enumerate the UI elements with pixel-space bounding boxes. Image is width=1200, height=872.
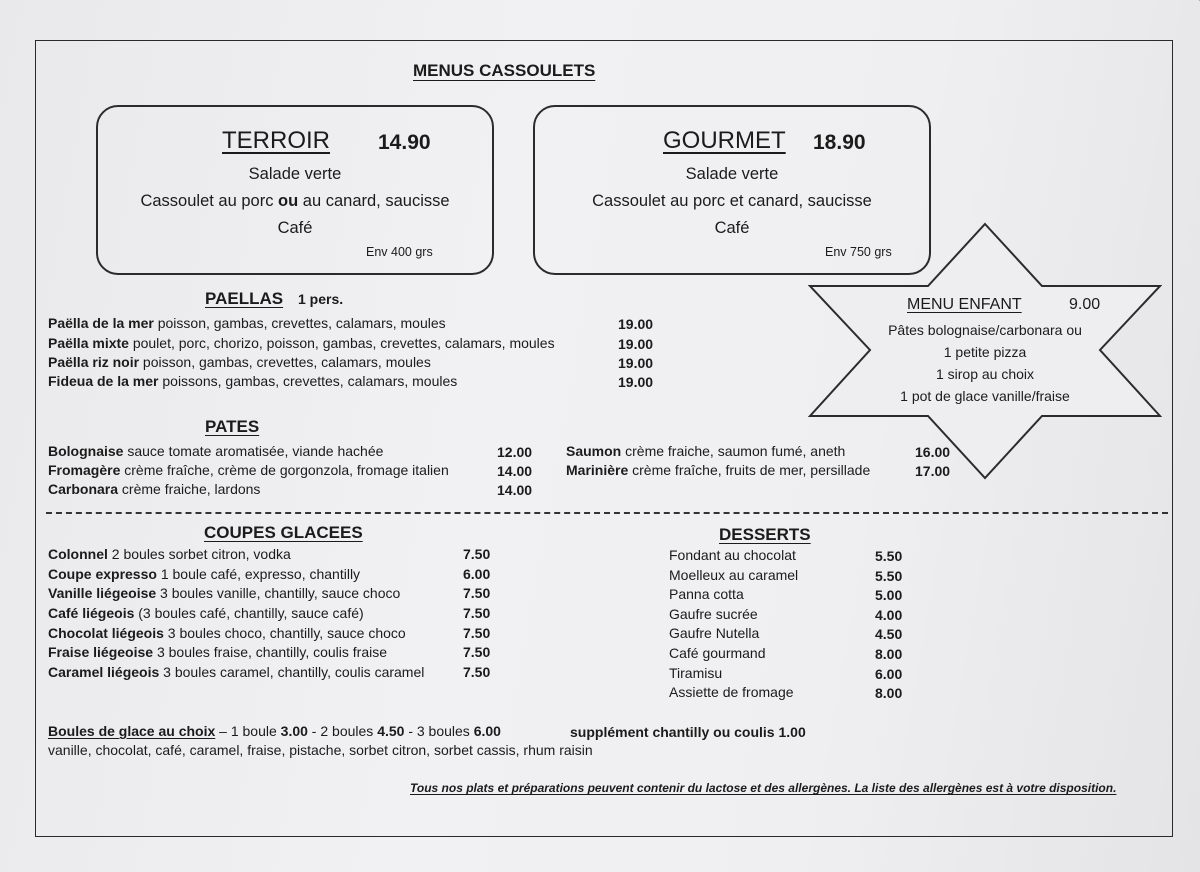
dessert-price-2: 5.50 bbox=[875, 568, 903, 584]
dessert-item-4: Gaufre sucrée bbox=[669, 606, 758, 622]
paella-price-1: 19.00 bbox=[618, 316, 654, 332]
paella-item-1: Paëlla de la mer poisson, gambas, crevettes, calamars, moules bbox=[48, 315, 446, 331]
pates-item-mariniere: Marinière crème fraîche, fruits de mer, persillade bbox=[566, 462, 871, 478]
coupe-item-5: Chocolat liégeois 3 boules choco, chantilly, sauce choco bbox=[48, 625, 406, 641]
menu-enfant-line-4: 1 pot de glace vanille/fraise bbox=[900, 388, 1070, 404]
pates-price-carbonara: 14.00 bbox=[497, 482, 533, 498]
coupe-price-7: 7.50 bbox=[463, 664, 491, 680]
coupe-item-2: Coupe expresso 1 boule café, expresso, chantilly bbox=[48, 566, 361, 582]
coupe-item-4: Café liégeois (3 boules café, chantilly, sauce café) bbox=[48, 605, 364, 621]
pates-price-bolognaise: 12.00 bbox=[497, 444, 533, 460]
pates-price-mariniere: 17.00 bbox=[915, 463, 951, 479]
coupes-title: COUPES GLACEES bbox=[204, 523, 363, 542]
paella-price-2: 19.00 bbox=[618, 336, 654, 352]
terroir-weight: Env 400 grs bbox=[366, 245, 433, 259]
paella-item-4: Fideua de la mer poissons, gambas, crevettes, calamars, moules bbox=[48, 373, 458, 389]
paellas-title: PAELLAS bbox=[205, 289, 284, 308]
coupe-item-1: Colonnel 2 boules sorbet citron, vodka bbox=[48, 546, 291, 562]
dessert-item-6: Café gourmand bbox=[669, 645, 766, 661]
pates-item-fromagere: Fromagère crème fraîche, crème de gorgonzola, fromage italien bbox=[48, 462, 449, 478]
terroir-line-2: Cassoulet au porc ou au canard, saucisse bbox=[140, 192, 450, 210]
paella-item-3: Paëlla riz noir poisson, gambas, crevettes, calamars, moules bbox=[48, 354, 431, 370]
section-divider bbox=[46, 512, 1168, 514]
boules-line: Boules de glace au choix – 1 boule 3.00 - 2 boules 4.50 - 3 boules 6.00 bbox=[48, 723, 501, 739]
terroir-line-1: Salade verte bbox=[248, 165, 342, 183]
coupe-price-4: 7.50 bbox=[463, 605, 491, 621]
pates-price-fromagere: 14.00 bbox=[497, 463, 533, 479]
page-title: MENUS CASSOULETS bbox=[413, 61, 596, 80]
coupe-item-3: Vanille liégeoise 3 boules vanille, chantilly, sauce choco bbox=[48, 585, 401, 601]
dessert-price-4: 4.00 bbox=[875, 607, 903, 623]
pates-title: PATES bbox=[205, 417, 260, 436]
gourmet-weight: Env 750 grs bbox=[825, 245, 892, 259]
menu-enfant-title: MENU ENFANT bbox=[907, 296, 1022, 313]
supplement-line: supplément chantilly ou coulis 1.00 bbox=[570, 724, 806, 740]
gourmet-line-1: Salade verte bbox=[685, 165, 779, 183]
gourmet-line-2: Cassoulet au porc et canard, saucisse bbox=[592, 192, 872, 210]
menu-enfant-line-1: Pâtes bolognaise/carbonara ou bbox=[888, 322, 1082, 338]
terroir-name: TERROIR bbox=[222, 127, 330, 154]
dessert-item-8: Assiette de fromage bbox=[669, 684, 794, 700]
allergen-note: Tous nos plats et préparations peuvent contenir du lactose et des allergènes. La liste des allergènes est à votre disposition. bbox=[410, 781, 1117, 795]
dessert-item-1: Fondant au chocolat bbox=[669, 547, 796, 563]
gourmet-name: GOURMET bbox=[663, 127, 786, 154]
terroir-line-3: Café bbox=[277, 219, 313, 237]
coupe-price-3: 7.50 bbox=[463, 585, 491, 601]
desserts-title: DESSERTS bbox=[719, 525, 811, 544]
dessert-price-5: 4.50 bbox=[875, 626, 903, 642]
paellas-subtitle: 1 pers. bbox=[298, 291, 344, 307]
coupe-price-1: 7.50 bbox=[463, 546, 491, 562]
coupe-price-2: 6.00 bbox=[463, 566, 491, 582]
menu-enfant-line-2: 1 petite pizza bbox=[943, 344, 1027, 360]
pates-item-bolognaise: Bolognaise sauce tomate aromatisée, viande hachée bbox=[48, 443, 384, 459]
pates-item-saumon: Saumon crème fraiche, saumon fumé, aneth bbox=[566, 443, 846, 459]
pates-price-saumon: 16.00 bbox=[915, 444, 951, 460]
dessert-price-7: 6.00 bbox=[875, 666, 903, 682]
menu-enfant-price: 9.00 bbox=[1069, 296, 1101, 313]
dessert-price-6: 8.00 bbox=[875, 646, 903, 662]
terroir-menu-box bbox=[96, 105, 494, 275]
dessert-item-2: Moelleux au caramel bbox=[669, 567, 799, 583]
dessert-item-5: Gaufre Nutella bbox=[669, 625, 760, 641]
coupe-item-6: Fraise liégeoise 3 boules fraise, chantilly, coulis fraise bbox=[48, 644, 388, 660]
coupe-item-7: Caramel liégeois 3 boules caramel, chantilly, coulis caramel bbox=[48, 664, 425, 680]
dessert-price-8: 8.00 bbox=[875, 685, 903, 701]
dessert-item-3: Panna cotta bbox=[669, 586, 744, 602]
gourmet-price: 18.90 bbox=[813, 131, 866, 154]
terroir-price: 14.90 bbox=[378, 131, 431, 154]
gourmet-line-3: Café bbox=[714, 219, 750, 237]
menu-enfant-line-3: 1 sirop au choix bbox=[935, 366, 1035, 382]
paella-price-4: 19.00 bbox=[618, 374, 654, 390]
dessert-price-1: 5.50 bbox=[875, 548, 903, 564]
coupe-price-5: 7.50 bbox=[463, 625, 491, 641]
dessert-item-7: Tiramisu bbox=[669, 665, 723, 681]
dessert-price-3: 5.00 bbox=[875, 587, 903, 603]
flavours-line: vanille, chocolat, café, caramel, fraise, pistache, sorbet citron, sorbet cassis, rhum raisin bbox=[48, 742, 593, 758]
paella-price-3: 19.00 bbox=[618, 355, 654, 371]
paella-item-2: Paëlla mixte poulet, porc, chorizo, poisson, gambas, crevettes, calamars, moules bbox=[48, 335, 555, 351]
pates-item-carbonara: Carbonara crème fraiche, lardons bbox=[48, 481, 261, 497]
coupe-price-6: 7.50 bbox=[463, 644, 491, 660]
